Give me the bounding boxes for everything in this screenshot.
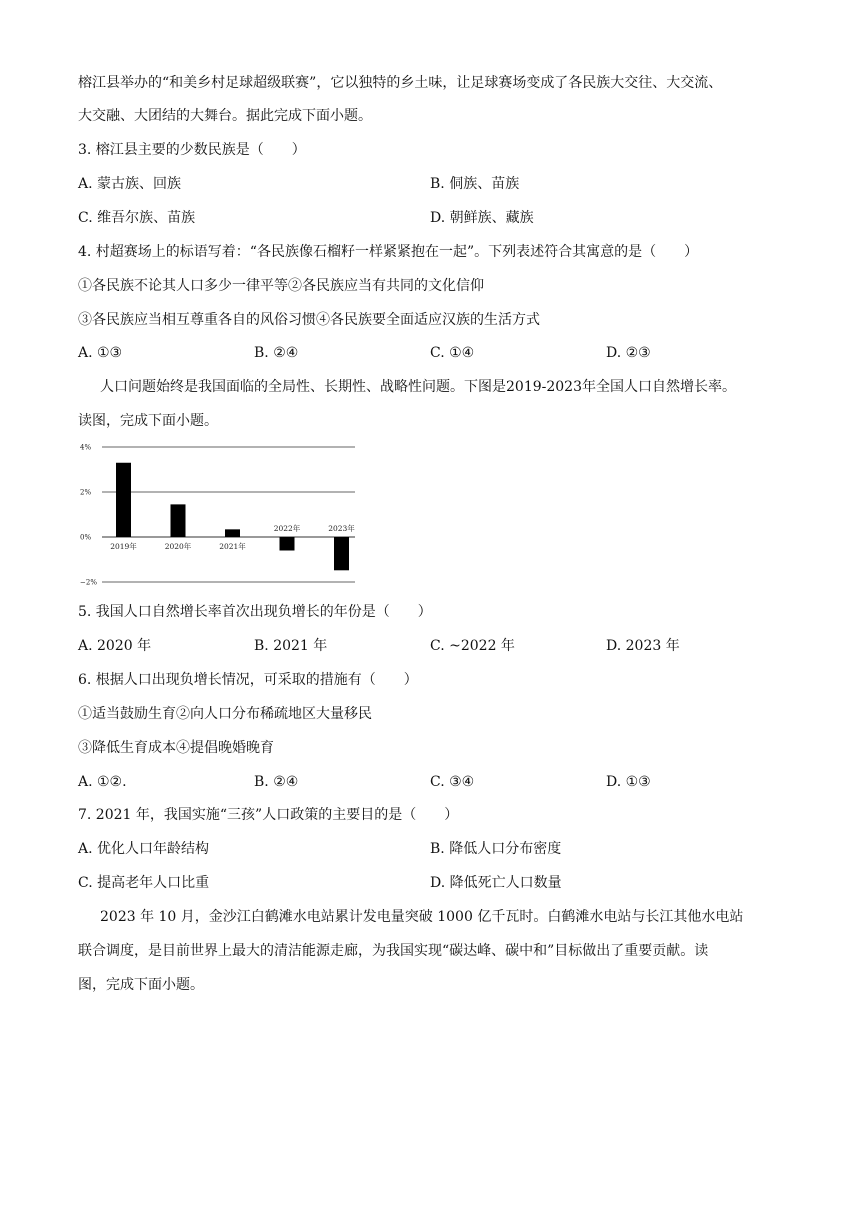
chart-bars bbox=[116, 463, 349, 571]
y-tick-label: 4% bbox=[80, 443, 92, 452]
question-7-stem: 7. 2021 年，我国实施“三孩”人口政策的主要目的是（ ） bbox=[78, 807, 459, 823]
intro-paragraph-line: 读图，完成下面小题。 bbox=[78, 413, 218, 429]
q3-option-b: B. 侗族、苗族 bbox=[430, 176, 520, 192]
question-6-stem: 6. 根据人口出现负增长情况，可采取的措施有（ ） bbox=[78, 672, 418, 688]
q3-option-c: C. 维吾尔族、苗族 bbox=[78, 210, 196, 226]
bar-2020年 bbox=[171, 504, 186, 537]
intro-paragraph-line: 榕江县举办的“和美乡村足球超级联赛”，它以独特的乡土味，让足球赛场变成了各民族大交往、大交流、 bbox=[78, 75, 723, 91]
q3-option-d: D. 朝鲜族、藏族 bbox=[430, 210, 534, 226]
q4-option-b: B. ②④ bbox=[254, 345, 299, 361]
q4-statements: ③各民族应当相互尊重各自的风俗习惯④各民族要全面适应汉族的生活方式 bbox=[78, 312, 540, 328]
bar-2023年 bbox=[334, 537, 349, 570]
chart-gridlines bbox=[102, 447, 355, 582]
population-growth-chart bbox=[80, 440, 360, 590]
x-tick-label: 2023年 bbox=[328, 524, 355, 533]
q6-statements: ③降低生育成本④提倡晚婚晚育 bbox=[78, 740, 274, 756]
q3-option-a: A. 蒙古族、回族 bbox=[78, 176, 182, 192]
x-tick-label: 2021年 bbox=[219, 542, 246, 551]
q4-option-c: C. ①④ bbox=[430, 345, 475, 361]
question-5-stem: 5. 我国人口自然增长率首次出现负增长的年份是（ ） bbox=[78, 604, 432, 620]
bar-2022年 bbox=[280, 537, 295, 551]
y-tick-label: 2% bbox=[80, 488, 92, 497]
y-tick-label: 0% bbox=[80, 533, 92, 542]
intro-paragraph-line: 图，完成下面小题。 bbox=[78, 977, 204, 993]
question-4-stem: 4. 村超赛场上的标语写着：“各民族像石榴籽一样紧紧抱在一起”。下列表述符合其寓意的是（ ） bbox=[78, 244, 699, 260]
q7-option-d: D. 降低死亡人口数量 bbox=[430, 875, 562, 891]
q5-option-c: C. ~2022 年 bbox=[430, 638, 515, 654]
q5-option-d: D. 2023 年 bbox=[606, 638, 680, 654]
q6-option-b: B. ②④ bbox=[254, 774, 299, 790]
q6-statements: ①适当鼓励生育②向人口分布稀疏地区大量移民 bbox=[78, 706, 372, 722]
intro-paragraph-line: 2023 年 10 月，金沙江白鹤滩水电站累计发电量突破 1000 亿千瓦时。白鹤滩水电站与长江其他水电站 bbox=[100, 909, 744, 925]
x-tick-label: 2022年 bbox=[273, 524, 301, 533]
q5-option-a: A. 2020 年 bbox=[78, 638, 152, 654]
intro-paragraph-line: 大交融、大团结的大舞台。据此完成下面小题。 bbox=[78, 108, 372, 124]
x-tick-label: 2019年 bbox=[110, 542, 137, 551]
q5-option-b: B. 2021 年 bbox=[254, 638, 328, 654]
q4-option-a: A. ①③ bbox=[78, 345, 123, 361]
q4-statements: ①各民族不论其人口多少一律平等②各民族应当有共同的文化信仰 bbox=[78, 278, 484, 294]
q6-option-c: C. ③④ bbox=[430, 774, 475, 790]
question-3-stem: 3. 榕江县主要的少数民族是（ ） bbox=[78, 142, 306, 158]
bar-2021年 bbox=[225, 529, 240, 537]
q7-option-b: B. 降低人口分布密度 bbox=[430, 841, 562, 857]
q7-option-c: C. 提高老年人口比重 bbox=[78, 875, 210, 891]
y-tick-label: −2% bbox=[80, 578, 97, 587]
q7-option-a: A. 优化人口年龄结构 bbox=[78, 841, 210, 857]
q4-option-d: D. ②③ bbox=[606, 345, 651, 361]
intro-paragraph-line: 联合调度，是目前世界上最大的清洁能源走廊，为我国实现“碳达峰、碳中和”目标做出了重要贡献。读 bbox=[78, 943, 709, 959]
q6-option-a: A. ①②. bbox=[78, 774, 127, 790]
bar-2019年 bbox=[116, 463, 131, 537]
q6-option-d: D. ①③ bbox=[606, 774, 651, 790]
x-tick-label: 2020年 bbox=[164, 542, 192, 551]
intro-paragraph-line: 人口问题始终是我国面临的全局性、长期性、战略性问题。下图是2019-2023年全国人口自然增长率。 bbox=[100, 379, 736, 395]
